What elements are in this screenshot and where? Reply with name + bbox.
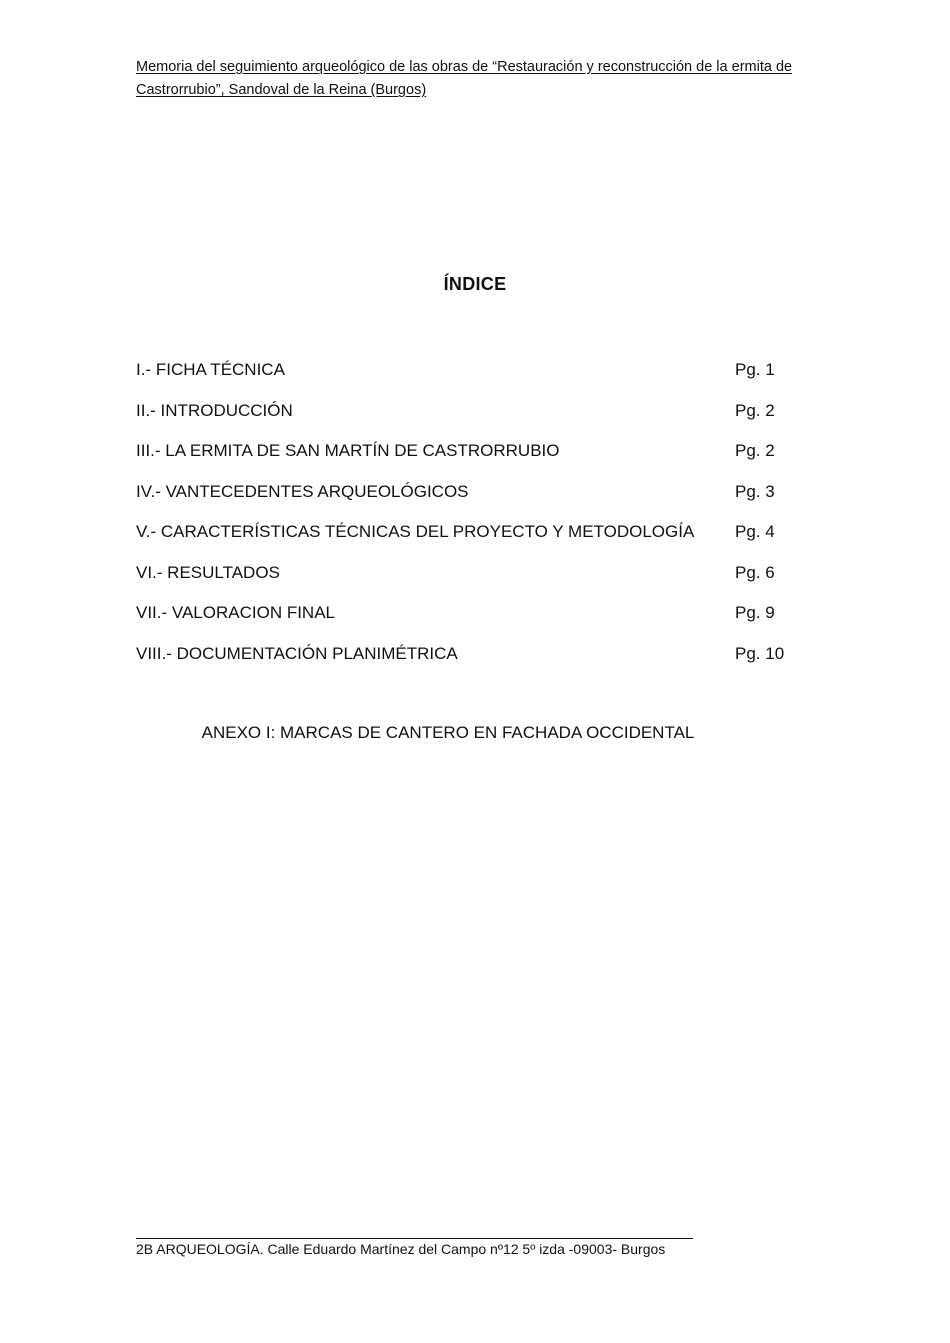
annex-title: ANEXO I: MARCAS DE CANTERO EN FACHADA OCCIDENTAL [201, 723, 695, 742]
toc-entry-page: Pg. 6 [735, 562, 775, 582]
toc-entry [136, 522, 816, 563]
toc-entry [136, 482, 816, 523]
toc-entry-label: III.- LA ERMITA DE SAN MARTÍN DE CASTRORRUBIO [136, 441, 560, 460]
toc-entry [136, 563, 816, 604]
toc-entry-label: VII.- VALORACION FINAL [136, 603, 336, 622]
header-line-2: Castrorrubio”, Sandoval de la Reina (Burgos) [136, 82, 427, 98]
toc-entry-page: Pg. 2 [735, 400, 775, 420]
toc-entry-page: Pg. 3 [735, 481, 775, 501]
toc-entry-label: I.- FICHA TÉCNICA [136, 360, 285, 379]
running-header [136, 56, 816, 102]
toc-entry [136, 441, 816, 482]
toc-entry [136, 401, 816, 442]
footer-divider [136, 1238, 693, 1239]
toc-entry-page: Pg. 1 [735, 360, 775, 379]
toc-entry [136, 644, 816, 685]
toc-entry-label: VI.- RESULTADOS [136, 562, 280, 582]
footer-address: 2B ARQUEOLOGÍA. Calle Eduardo Martínez del Campo nº12 5º izda -09003- Burgos [136, 1241, 666, 1257]
toc-entry-page: Pg. 4 [735, 522, 775, 541]
toc-entry-label: VIII.- DOCUMENTACIÓN PLANIMÉTRICA [136, 643, 458, 663]
toc-entry-label: II.- INTRODUCCIÓN [136, 400, 293, 420]
toc-entry-page: Pg. 9 [735, 603, 775, 622]
toc-entry-label: IV.- VANTECEDENTES ARQUEOLÓGICOS [136, 481, 469, 501]
toc-entry [136, 603, 816, 644]
header-line-1: Memoria del seguimiento arqueológico de las obras de “Restauración y reconstrucción de la ermita de [136, 59, 793, 75]
toc-entry [136, 360, 816, 401]
toc-entry-page: Pg. 2 [735, 441, 775, 460]
toc-entry-page: Pg. 10 [735, 643, 785, 663]
page-title: ÍNDICE [443, 274, 507, 294]
table-of-contents [136, 360, 816, 684]
toc-entry-label: V.- CARACTERÍSTICAS TÉCNICAS DEL PROYECTO Y METODOLOGÍA [136, 522, 695, 541]
